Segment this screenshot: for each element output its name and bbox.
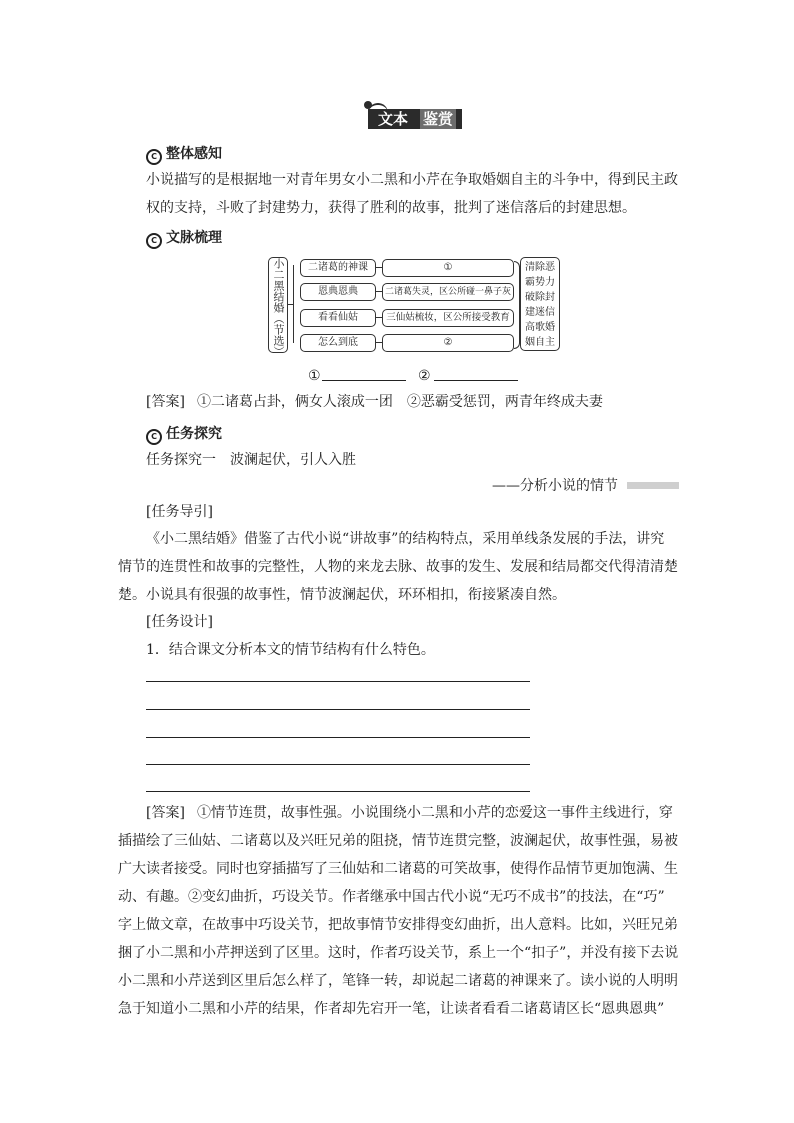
diagram-row2-a: 恩典恩典 — [300, 283, 376, 301]
guide-line-3: 楚。小说具有很强的故事性，情节波澜起伏，环环相扣，衔接紧凑自然。 — [118, 587, 566, 603]
guide-line-1: 《小二黑结婚》借鉴了古代小说“讲故事”的结构特点，采用单线条发展的手法，讲究 — [146, 531, 665, 547]
answer-writing-line — [146, 737, 530, 738]
diagram-row4-a: 怎么到底 — [300, 334, 376, 352]
section-heading-overview — [146, 143, 222, 165]
answer-1 — [146, 388, 603, 416]
diagram-arrow — [375, 342, 382, 343]
task-subtitle: ——分析小说的情节 — [492, 478, 618, 494]
answer-writing-line — [146, 709, 530, 710]
answer-2-line: 捆了小二黑和小芹押送到了区里。这时，作者巧设关节，系上一个“扣子”，并没有接下去说 — [118, 945, 679, 961]
blank-2-line — [434, 380, 518, 381]
diagram-row3-a: 看看仙姑 — [300, 309, 376, 327]
overview-line-1: 小说描写的是根据地一对青年男女小二黑和小芹在争取婚姻自主的斗争中，得到民主政 — [146, 172, 678, 188]
diagram-row3-b: 三仙姑梳妆，区公所接受教育 — [382, 309, 514, 327]
banner-dot-decoration — [364, 101, 372, 109]
answer-text: ①二诸葛占卦，俩女人滚成一团 ②恶霸受惩罚，两青年终成夫妻 — [196, 394, 603, 410]
blank-1-number: ① — [308, 368, 321, 384]
design-label: [任务设计] — [146, 614, 213, 630]
section-title: 整体感知 — [166, 146, 222, 162]
subtitle-gray-bar — [627, 482, 679, 489]
answer-label: [答案] — [146, 394, 185, 410]
blank-2-number: ② — [418, 368, 431, 384]
diagram-arrow — [375, 317, 382, 318]
banner-word-2: 鉴赏 — [420, 109, 456, 129]
diagram-row4-b: ② — [382, 334, 514, 352]
structure-diagram — [268, 255, 568, 355]
section-banner — [368, 103, 464, 129]
section-bullet-icon: C — [146, 233, 162, 249]
answer-writing-line — [146, 681, 530, 682]
diagram-row2-b: 二诸葛失灵，区公所碰一鼻子灰 — [382, 283, 514, 301]
banner-bar — [368, 109, 462, 129]
overview-line-2: 权的支持，斗败了封建势力，获得了胜利的故事，批判了迷信落后的封建思想。 — [146, 200, 636, 216]
answer-2-line: 广大读者接受。同时也穿插描写了三仙姑和二诸葛的可笑故事，使得作品情节更加饱满、生 — [118, 861, 678, 877]
diagram-arrow — [375, 291, 382, 292]
question-1: 1．结合课文分析本文的情节结构有什么特色。 — [146, 642, 435, 658]
section-title: 文脉梳理 — [166, 230, 222, 246]
section-bullet-icon: C — [146, 429, 162, 445]
guide-label: [任务导引] — [146, 504, 213, 520]
answer-2-line: 急于知道小二黑和小芹的结果，作者却先宕开一笔，让读者看看二诸葛请区长“恩典恩典” — [118, 1001, 665, 1017]
task-title: 任务探究一 波澜起伏，引人入胜 — [146, 452, 356, 468]
section-heading-task — [146, 423, 222, 445]
diagram-brace-left — [293, 265, 294, 343]
answer-2-line: 小二黑和小芹送到区里后怎么样了，笔锋一转，却说起二诸葛的神课来了。读小说的人明明 — [118, 973, 678, 989]
answer-writing-line — [146, 791, 530, 792]
diagram-title-box: 小二黑结婚（节选） — [268, 257, 288, 353]
answer-label: [答案] — [146, 805, 185, 821]
diagram-arrow — [375, 267, 382, 268]
answer-2-first-line — [146, 799, 673, 827]
blank-1-line — [322, 380, 406, 381]
section-bullet-icon: C — [146, 149, 162, 165]
section-title: 任务探究 — [166, 426, 222, 442]
answer-2-line: 动、有趣。②变幻曲折，巧设关节。作者继承中国古代小说“无巧不成书”的技法，在“巧” — [118, 889, 665, 905]
diagram-row1-a: 二诸葛的神课 — [300, 259, 376, 277]
answer-2-line: 插描绘了三仙姑、二诸葛以及兴旺兄弟的阻挠，情节连贯完整，波澜起伏，故事性强，易被 — [118, 833, 678, 849]
banner-word-1: 文本 — [378, 110, 409, 128]
diagram-theme-box: 清除恶霸势力破除封建迷信高歌婚姻自主 — [520, 257, 560, 351]
answer-text: ①情节连贯，故事性强。小说围绕小二黑和小芹的恋爱这一事件主线进行，穿 — [196, 805, 673, 821]
answer-2-line: 字上做文章，在故事中巧设关节，把故事情节安排得变幻曲折，出人意料。比如，兴旺兄弟 — [118, 917, 678, 933]
section-heading-structure — [146, 227, 222, 249]
diagram-row1-b: ① — [382, 259, 514, 277]
guide-line-2: 情节的连贯性和故事的完整性，人物的来龙去脉、故事的发生、发展和结局都交代得清清楚 — [118, 559, 678, 575]
answer-writing-line — [146, 764, 530, 765]
